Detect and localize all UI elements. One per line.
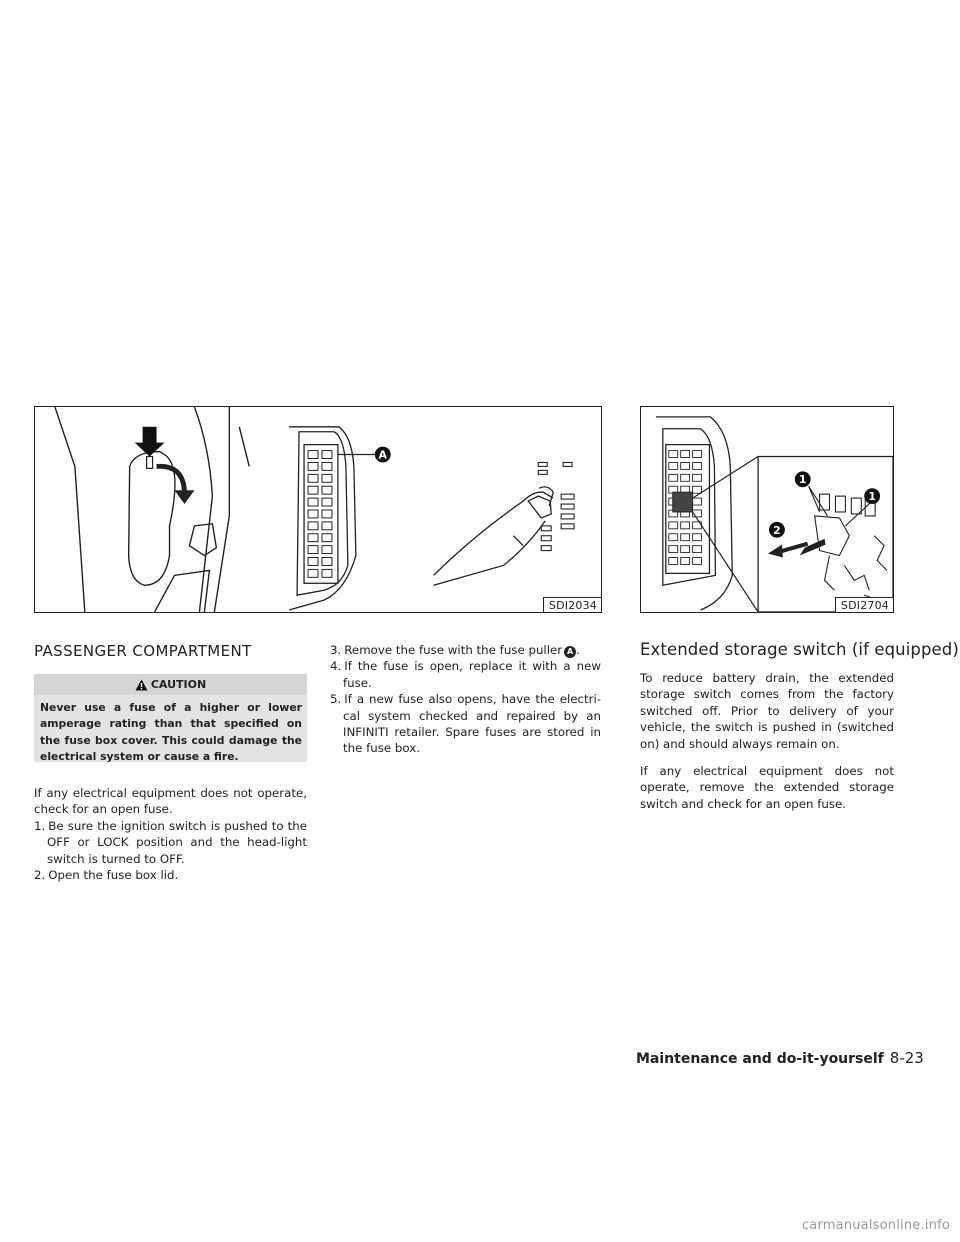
figure-extended-storage-switch <box>640 406 894 613</box>
step-5: 5. If a new fuse also opens, have the electri-cal system checked and repaired by an INFINITI retailer. Spare fuses are stored in the fuse box. <box>330 692 601 756</box>
warning-icon <box>135 679 148 691</box>
page-number: 8-23 <box>889 1049 924 1067</box>
step-1: 1. Be sure the ignition switch is pushed to the OFF or LOCK position and the head-light switch is turned to OFF. <box>34 818 307 866</box>
extended-paragraph-1: To reduce battery drain, the extended storage switch comes from the factory switched off. Prior to delivery of your vehicle, the switch is pushed in (switched on) and should always remain on. <box>640 671 894 751</box>
figure-code: SDI2704 <box>835 597 893 612</box>
passenger-column-right <box>330 642 601 757</box>
step-4: 4. If the fuse is open, replace it with a new fuse. <box>330 659 601 690</box>
caution-box <box>34 674 307 762</box>
caution-text: Never use a fuse of a higher or lower amperage rating than that specified on the fuse box cover. This could damage the electrical system or cause a fire. <box>40 701 302 764</box>
passenger-column-left <box>34 785 307 883</box>
caution-header <box>34 674 307 695</box>
chapter-title: Maintenance and do-it-yourself <box>636 1051 884 1067</box>
svg-text:1: 1 <box>798 473 807 487</box>
svg-text:2: 2 <box>773 523 781 537</box>
storage-switch-illustration <box>641 407 893 612</box>
passenger-intro: If any electrical equipment does not operate, check for an open fuse. <box>34 786 307 817</box>
figure-code: SDI2034 <box>543 597 601 612</box>
caution-label: CAUTION <box>150 678 207 691</box>
callout-a-ref: A <box>564 646 576 658</box>
extended-paragraph-2: If any electrical equipment does not operate, remove the extended storage switch and check for an open fuse. <box>640 764 894 811</box>
section-title: PASSENGER COMPARTMENT <box>34 642 252 660</box>
figure-fuse-box-removal <box>34 406 602 613</box>
extended-column <box>640 670 894 823</box>
fuse-box-illustration <box>35 407 601 612</box>
page-footer <box>636 1049 924 1067</box>
watermark: carmanualsonline.info <box>801 1218 950 1233</box>
step-3: 3. Remove the fuse with the fuse puller A . <box>330 643 580 657</box>
callout-a-label: A <box>378 448 388 462</box>
step-2: 2. Open the fuse box lid. <box>34 868 179 883</box>
subsection-title: Extended storage switch (if equipped) <box>640 640 959 659</box>
svg-text:1: 1 <box>868 490 876 504</box>
